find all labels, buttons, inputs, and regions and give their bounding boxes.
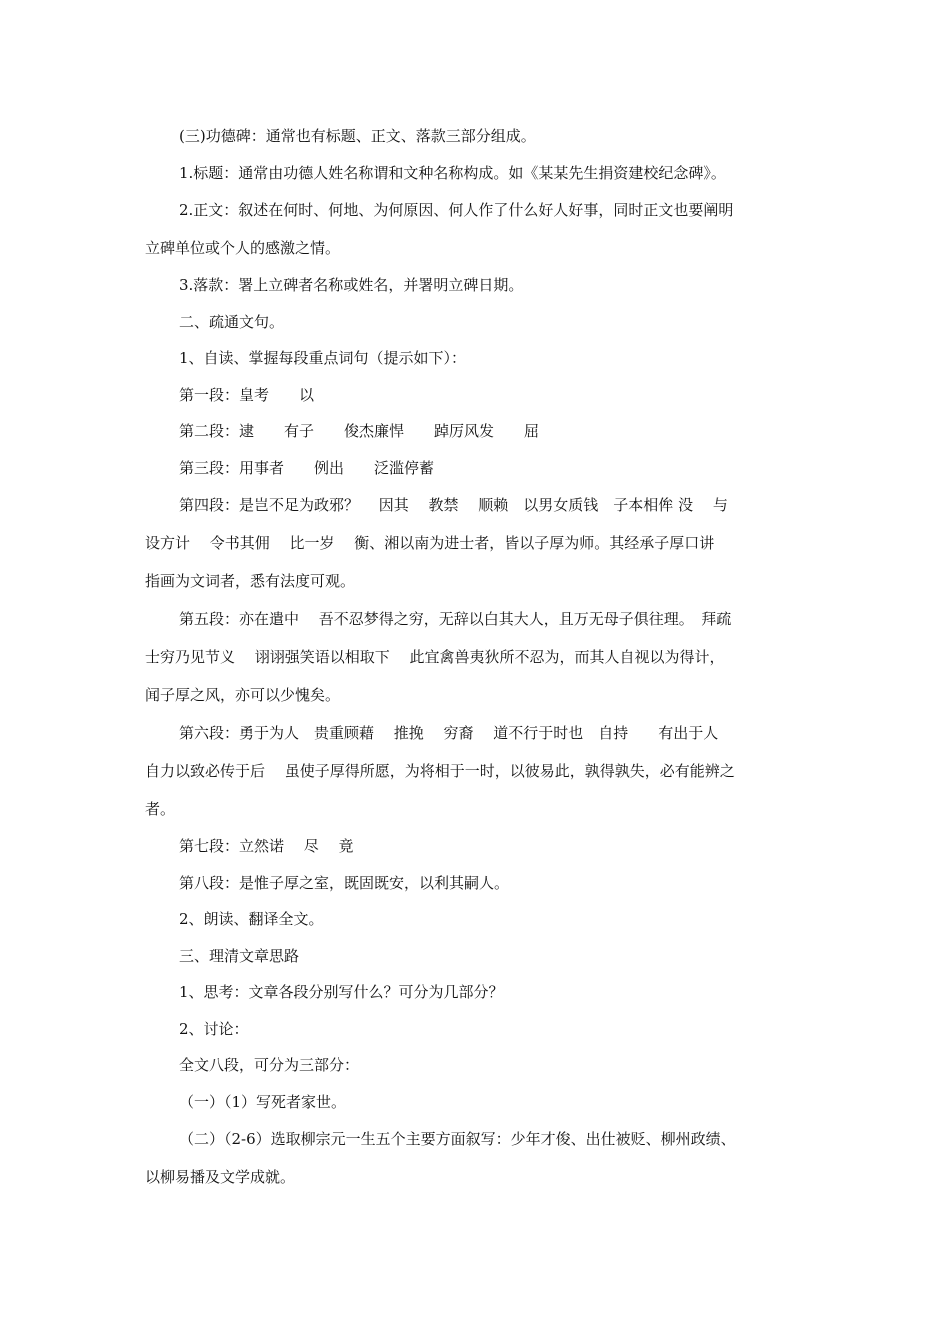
keywords-para-5-cont-2: 闻子厚之风，亦可以少愧矣。 — [145, 686, 341, 704]
task-read-translate: 2、朗读、翻译全文。 — [179, 910, 324, 928]
keywords-para-4-cont-1: 设方计 令书其佣 比一岁 衡、湘以南为进士者，皆以子厚为师。其经承子厚口讲 — [145, 534, 715, 552]
keywords-para-4-cont-2: 指画为文词者，悉有法度可观。 — [145, 572, 356, 590]
section-heading-3: 三、理清文章思路 — [179, 946, 300, 965]
document-body — [145, 118, 810, 1196]
paragraph-body-rule-cont: 立碑单位或个人的感激之情。 — [145, 239, 341, 257]
keywords-para-5: 第五段：亦在遣中 吾不忍梦得之穷，无辞以白其大人，且万无母子俱往理。 拜疏 — [179, 610, 732, 628]
task-think: 1、思考：文章各段分别写什么？可分为几部分？ — [179, 983, 504, 1001]
structure-summary: 全文八段，可分为三部分： — [179, 1056, 360, 1074]
task-discuss: 2、讨论： — [179, 1019, 249, 1038]
paragraph-title-rule: 1.标题：通常由功德人姓名称谓和文种名称构成。如《某某先生捐资建校纪念碑》。 — [179, 163, 726, 182]
keywords-para-5-cont-1: 士穷乃见节义 诩诩强笑语以相取下 此宜禽兽夷狄所不忍为，而其人自视以为得计， — [145, 648, 725, 666]
task-read-keywords: 1、自读、掌握每段重点词句（提示如下）： — [179, 349, 467, 367]
keywords-para-8: 第八段：是惟子厚之室，既固既安，以利其嗣人。 — [179, 873, 510, 892]
section-heading-2: 二、疏通文句。 — [179, 312, 285, 331]
keywords-para-6-cont-2: 者。 — [145, 800, 176, 818]
keywords-para-3: 第三段：用事者 例出 泛滥停蓄 — [179, 458, 435, 477]
keywords-para-6-cont-1: 自力以致必传于后 虽使子厚得所愿，为将相于一时，以彼易此，孰得孰失，必有能辨之 — [145, 762, 735, 780]
structure-part-1: （一）（1）写死者家世。 — [179, 1092, 347, 1111]
keywords-para-1: 第一段：皇考 以 — [179, 385, 315, 404]
heading-gongdebei: (三)功德碑：通常也有标题、正文、落款三部分组成。 — [179, 127, 536, 145]
structure-part-2: （二）（2-6）选取柳宗元一生五个主要方面叙写：少年才俊、出仕被贬、柳州政绩、 — [179, 1130, 736, 1148]
keywords-para-4: 第四段：是岂不足为政邪？ 因其 教禁 顺赖 以男女质钱 子本相侔 没 与 — [179, 496, 728, 514]
paragraph-signature-rule: 3.落款：署上立碑者名称或姓名，并署明立碑日期。 — [179, 276, 524, 294]
keywords-para-7: 第七段：立然诺 尽 竟 — [179, 837, 354, 855]
keywords-para-2: 第二段：逮 有子 俊杰廉悍 踔厉风发 屈 — [179, 422, 540, 440]
structure-part-2-cont: 以柳易播及文学成就。 — [145, 1168, 296, 1186]
keywords-para-6: 第六段：勇于为人 贵重顾藉 推挽 穷裔 道不行于时也 自持 有出于人 — [179, 724, 719, 742]
paragraph-body-rule: 2.正文：叙述在何时、何地、为何原因、何人作了什么好人好事，同时正文也要阐明 — [179, 201, 734, 219]
